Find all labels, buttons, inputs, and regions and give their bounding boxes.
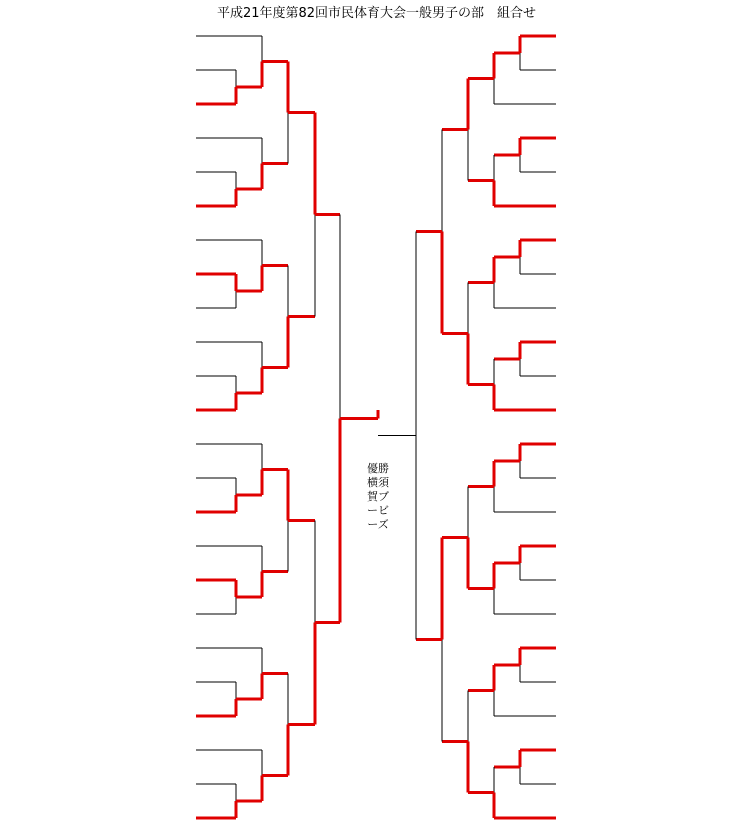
page-title: 平成21年度第82回市民体育大会一般男子の部 組合せ <box>216 6 537 21</box>
champion-label: 優勝 横須賀ブービーズ <box>367 462 400 531</box>
